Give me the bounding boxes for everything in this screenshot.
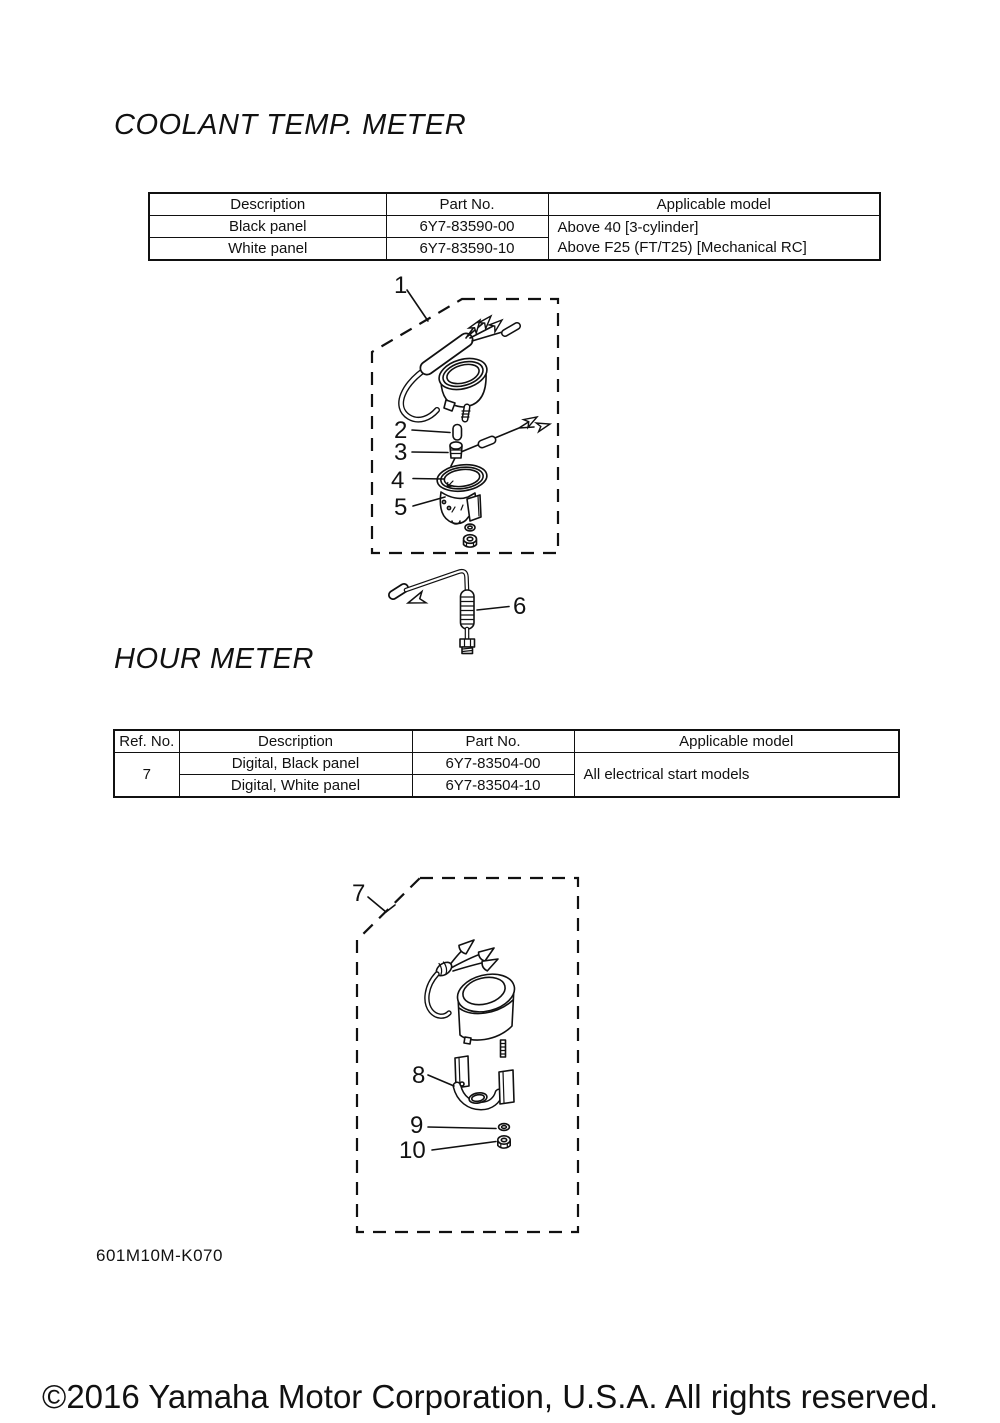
- hour-row2-description: Digital, White panel: [179, 775, 412, 798]
- part-1-meter-assembly-drawing: [401, 313, 517, 420]
- hour-header-part-no: Part No.: [412, 730, 574, 753]
- hour-meter-exploded-diagram: [345, 865, 585, 1240]
- part-8-bracket-drawing: [455, 1056, 514, 1106]
- part-5-housing-cup-drawing: [440, 492, 481, 547]
- applicable-model-line-2: Above F25 (FT/T25) [Mechanical RC]: [557, 238, 807, 256]
- hour-applicable-model-cell: All electrical start models: [574, 753, 899, 798]
- part-9-washer-drawing: [499, 1124, 510, 1131]
- hour-header-description: Description: [179, 730, 412, 753]
- copyright-text: ©2016 Yamaha Motor Corporation, U.S.A. All rights reserved.: [42, 1378, 939, 1415]
- callout-label-8: 8: [412, 1062, 426, 1089]
- callout-label-7: 7: [352, 880, 366, 907]
- hour-table-header-row: [114, 730, 899, 753]
- table-row: [149, 216, 880, 238]
- part-2-bulb-drawing: [453, 425, 462, 441]
- page-reference-code: 601M10M-K070: [96, 1246, 223, 1265]
- hour-header-applicable-model: Applicable model: [574, 730, 899, 753]
- coolant-parts-table: [148, 192, 881, 261]
- callout-label-6: 6: [513, 593, 527, 620]
- coolant-row1-part-no: 6Y7-83590-00: [386, 216, 548, 238]
- insert-direction-arrow-icon: [406, 592, 426, 609]
- callout-label-1: 1: [394, 272, 408, 299]
- coolant-applicable-model-cell: [548, 216, 880, 261]
- coolant-row2-part-no: 6Y7-83590-10: [386, 238, 548, 261]
- coolant-header-description: Description: [149, 193, 386, 216]
- callout-label-4: 4: [391, 467, 405, 494]
- wire-connector-arrow-icon: [536, 420, 551, 432]
- hour-parts-table: [113, 729, 900, 798]
- hour-row1-part-no: 6Y7-83504-00: [412, 753, 574, 775]
- callout-label-2: 2: [394, 417, 408, 444]
- hour-row1-description: Digital, Black panel: [179, 753, 412, 775]
- callout-label-5: 5: [394, 494, 408, 521]
- hour-header-ref-no: Ref. No.: [114, 730, 179, 753]
- coolant-header-applicable-model: Applicable model: [548, 193, 880, 216]
- callout-label-9: 9: [410, 1112, 424, 1139]
- callout-label-10: 10: [399, 1137, 426, 1164]
- hour-ref-no-cell: 7: [114, 753, 179, 798]
- wire-connector-arrow-icon: [523, 413, 539, 427]
- coolant-header-part-no: Part No.: [386, 193, 548, 216]
- part-4-bezel-ring-drawing: [436, 462, 489, 494]
- coolant-row1-description: Black panel: [149, 216, 386, 238]
- hour-assembly-dashed-box: [357, 878, 578, 1232]
- applicable-model-line-1: Above 40 [3-cylinder]: [557, 218, 699, 236]
- hour-row2-part-no: 6Y7-83504-10: [412, 775, 574, 798]
- part-10-nut-drawing: [498, 1136, 510, 1148]
- coolant-section-title: COOLANT TEMP. METER: [114, 109, 467, 141]
- hour-section-title: HOUR METER: [114, 643, 314, 675]
- wire-connector-arrow-icon: [489, 317, 505, 332]
- coolant-meter-exploded-diagram: [360, 270, 570, 660]
- table-row: [114, 753, 899, 775]
- part-7-hour-meter-assembly-drawing: [427, 936, 519, 1057]
- coolant-row2-description: White panel: [149, 238, 386, 261]
- coolant-table-header-row: [149, 193, 880, 216]
- callout-label-3: 3: [394, 439, 408, 466]
- part-6-sensor-drawing: [393, 571, 475, 653]
